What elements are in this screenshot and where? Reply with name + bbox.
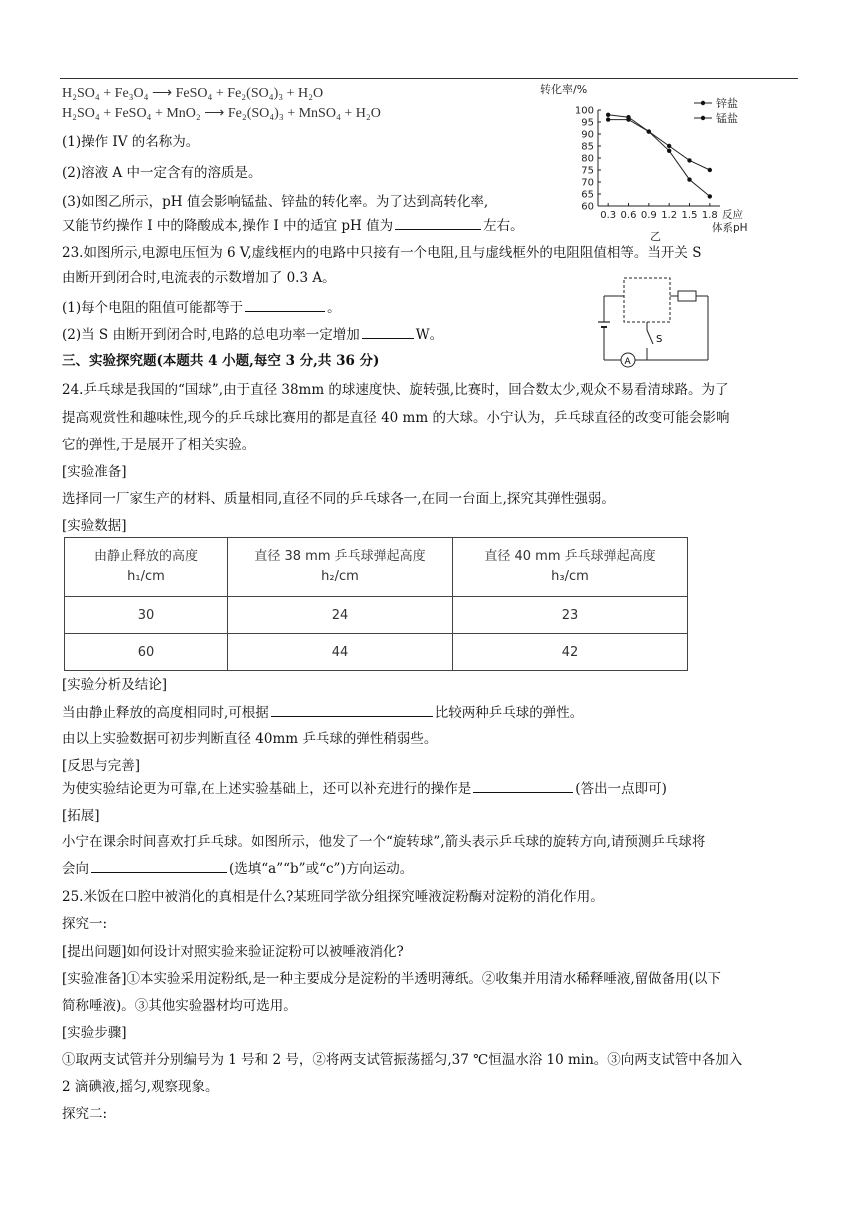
q23-part1-text: (1)每个电阻的阻值可能都等于 (62, 300, 244, 316)
y-tick-label: 95 (581, 117, 594, 129)
q22-part3-line1: (3)如图乙所示，pH 值会影响锰盐、锌盐的转化率。为了达到高转化率, (62, 194, 489, 210)
x-tick-label: 1.2 (661, 210, 678, 221)
prep-heading: [实验准备] (62, 464, 127, 480)
q25-prep-line2: 简称唾液)。③其他实验器材均可选用。 (62, 998, 297, 1014)
table-cell: 30 (65, 597, 228, 634)
table-cell: 44 (228, 634, 453, 671)
y-tick-label: 85 (581, 141, 594, 153)
q24-line1: 24.乒乓球是我国的“国球”,由于直径 38mm 的球速度快、旋转强,比赛时，回合数太少,观众不易看清球路。为了 (62, 382, 729, 398)
dashed-box (624, 278, 670, 322)
y-tick-label: 60 (581, 201, 594, 213)
data-point (606, 117, 610, 121)
legend-label: 锌盐 (716, 97, 738, 110)
q25-prep-line1: [实验准备]①本实验采用淀粉纸,是一种主要成分是淀粉的半透明薄纸。②收集并用清水稀释唾液,留做备用(以下 (62, 971, 721, 987)
steps-line2: 2 滴碘液,摇匀,观察现象。 (62, 1079, 219, 1095)
chart-xlabel-line1: 反应 (722, 209, 743, 221)
reflect-line (62, 778, 667, 799)
table-cell: 23 (453, 597, 688, 634)
steps-line1: ①取两支试管并分别编号为 1 号和 2 号，②将两支试管振荡摇匀,37 ℃恒温水浴 10 min。③向两支试管中各加入 (62, 1052, 743, 1068)
x-tick-label: 0.6 (620, 210, 637, 221)
direction-blank[interactable] (91, 858, 227, 873)
circuit-diagram (596, 272, 718, 372)
equation-2: H₂SO₄ + FeSO₄ + MnO₂ ⟶ Fe₂(SO₄)₃ + MnSO₄ + H₂O (62, 106, 381, 121)
resistor (678, 291, 696, 301)
data-point (667, 144, 671, 148)
y-tick-label: 100 (574, 105, 594, 117)
q22-part3-line2 (62, 215, 524, 236)
conversion-rate-chart (536, 80, 766, 248)
reflect-text: 为使实验结论更为可靠,在上述实验基础上，还可以补充进行的操作是 (62, 781, 472, 797)
q25-line1: 25.米饭在口腔中被消化的真相是什么?某班同学欲分组探究唾液淀粉酶对淀粉的消化作用。 (62, 889, 604, 905)
x-tick-label: 0.3 (600, 210, 617, 221)
legend-marker (701, 116, 705, 120)
q23-part2-suffix: W。 (415, 327, 444, 343)
switch-label: S (656, 334, 663, 345)
prep-text: 选择同一厂家生产的材料、质量相同,直径不同的乒乓球各一,在同一台面上,探究其弹性强弱。 (62, 491, 615, 507)
y-tick-label: 65 (581, 189, 594, 201)
q22-part3-text: 又能节约操作 I 中的降酸成本,操作 I 中的适宜 pH 值为 (62, 218, 394, 234)
chart-caption: 乙 (650, 230, 661, 243)
extension-line1: 小宁在课余时间喜欢打乒乓球。如图所示，他发了一个“旋转球”,箭头表示乒乓球的旋转方向,请预测乒乓球将 (62, 834, 706, 850)
q24-line2: 提高观赏性和趣味性,现今的乒乓球比赛用的都是直径 40 mm 的大球。小宁认为，乒乓球直径的改变可能会影响 (62, 410, 730, 426)
reflect-suffix: (答出一点即可) (575, 781, 667, 797)
bounce-data-table (64, 537, 688, 671)
table-header-row (65, 538, 688, 597)
header-line1: 由静止释放的高度 (93, 549, 198, 564)
data-heading: [实验数据] (62, 518, 127, 534)
data-point (667, 149, 671, 153)
q23-part2-text: (2)当 S 由断开到闭合时,电路的总电功率一定增加 (62, 327, 360, 343)
q23-part1 (62, 297, 341, 318)
extension-line2 (62, 858, 413, 879)
data-point (647, 129, 651, 133)
ph-answer-blank[interactable] (395, 215, 481, 230)
table-cell: 24 (228, 597, 453, 634)
q24-line3: 它的弹性,于是展开了相关实验。 (62, 437, 256, 453)
q22-part1: (1)操作 IV 的名称为。 (62, 134, 200, 150)
analysis-line1 (62, 702, 583, 723)
q23-line2: 由断开到闭合时,电流表的示数增加了 0.3 A。 (62, 270, 336, 286)
x-tick-label: 1.8 (701, 210, 718, 221)
q23-part1-suffix: 。 (327, 300, 341, 316)
operation-blank[interactable] (473, 778, 573, 793)
q22-part2: (2)溶液 A 中一定含有的溶质是。 (62, 165, 262, 181)
resistance-blank[interactable] (245, 297, 325, 312)
q23-part2 (62, 324, 443, 345)
table-header (65, 538, 228, 597)
section3-heading: 三、实验探究题(本题共 4 小题,每空 3 分,共 36 分) (62, 353, 380, 369)
data-point (708, 194, 712, 198)
data-point (687, 177, 691, 181)
header-line2: h₃/cm (551, 569, 589, 584)
series-line (608, 115, 710, 197)
data-point (626, 115, 630, 119)
question-line: [提出问题]如何设计对照实验来验证淀粉可以被唾液消化? (62, 944, 404, 960)
reflect-heading: [反思与完善] (62, 758, 141, 774)
inquiry2-heading: 探究二: (62, 1106, 108, 1122)
y-tick-label: 70 (581, 177, 594, 189)
table-row (65, 597, 688, 634)
y-tick-label: 80 (581, 153, 594, 165)
table-header (228, 538, 453, 597)
data-point (687, 158, 691, 162)
chart-xlabel-line2: 体系pH (712, 222, 748, 234)
analysis-heading: [实验分析及结论] (62, 677, 168, 693)
analysis-text: 当由静止释放的高度相同时,可根据 (62, 705, 269, 721)
extension-suffix: (选填“a”“b”或“c”)方向运动。 (229, 861, 414, 877)
inquiry1-heading: 探究一: (62, 916, 108, 932)
ammeter-label: A (624, 357, 631, 367)
x-tick-label: 1.5 (681, 210, 698, 221)
x-tick-label: 0.9 (640, 210, 657, 221)
header-line2: h₁/cm (127, 569, 165, 584)
steps-heading: [实验步骤] (62, 1025, 127, 1041)
analysis-line2: 由以上实验数据可初步判断直径 40mm 乒乓球的弹性稍弱些。 (62, 731, 438, 747)
q23-line1: 23.如图所示,电源电压恒为 6 V,虚线框内的电路中只接有一个电阻,且与虚线框外的电阻阻值相等。当开关 S (62, 245, 702, 261)
comparison-blank[interactable] (271, 702, 433, 717)
legend-label: 锰盐 (716, 112, 738, 125)
series-line (608, 120, 710, 170)
extension-text: 会向 (62, 861, 89, 877)
q22-part3-suffix: 左右。 (483, 218, 524, 234)
equation-1: H₂SO₄ + Fe₃O₄ ⟶ FeSO₄ + Fe₂(SO₄)₃ + H₂O (62, 86, 324, 101)
data-point (606, 113, 610, 117)
switch (647, 330, 653, 344)
header-line1: 直径 38 mm 乒乓球弹起高度 (254, 549, 426, 564)
y-tick-label: 90 (581, 129, 594, 141)
legend-marker (701, 101, 705, 105)
y-tick-label: 75 (581, 165, 594, 177)
table-cell: 42 (453, 634, 688, 671)
analysis-suffix: 比较两种乒乓球的弹性。 (434, 705, 584, 721)
table-row (65, 634, 688, 671)
table-header (453, 538, 688, 597)
header-line2: h₂/cm (321, 569, 359, 584)
power-blank[interactable] (362, 324, 414, 339)
header-line1: 直径 40 mm 乒乓球弹起高度 (484, 549, 656, 564)
data-point (708, 168, 712, 172)
table-cell: 60 (65, 634, 228, 671)
chart-ylabel: 转化率/% (540, 83, 588, 96)
extension-heading: [拓展] (62, 808, 100, 824)
header-rule (60, 78, 798, 79)
